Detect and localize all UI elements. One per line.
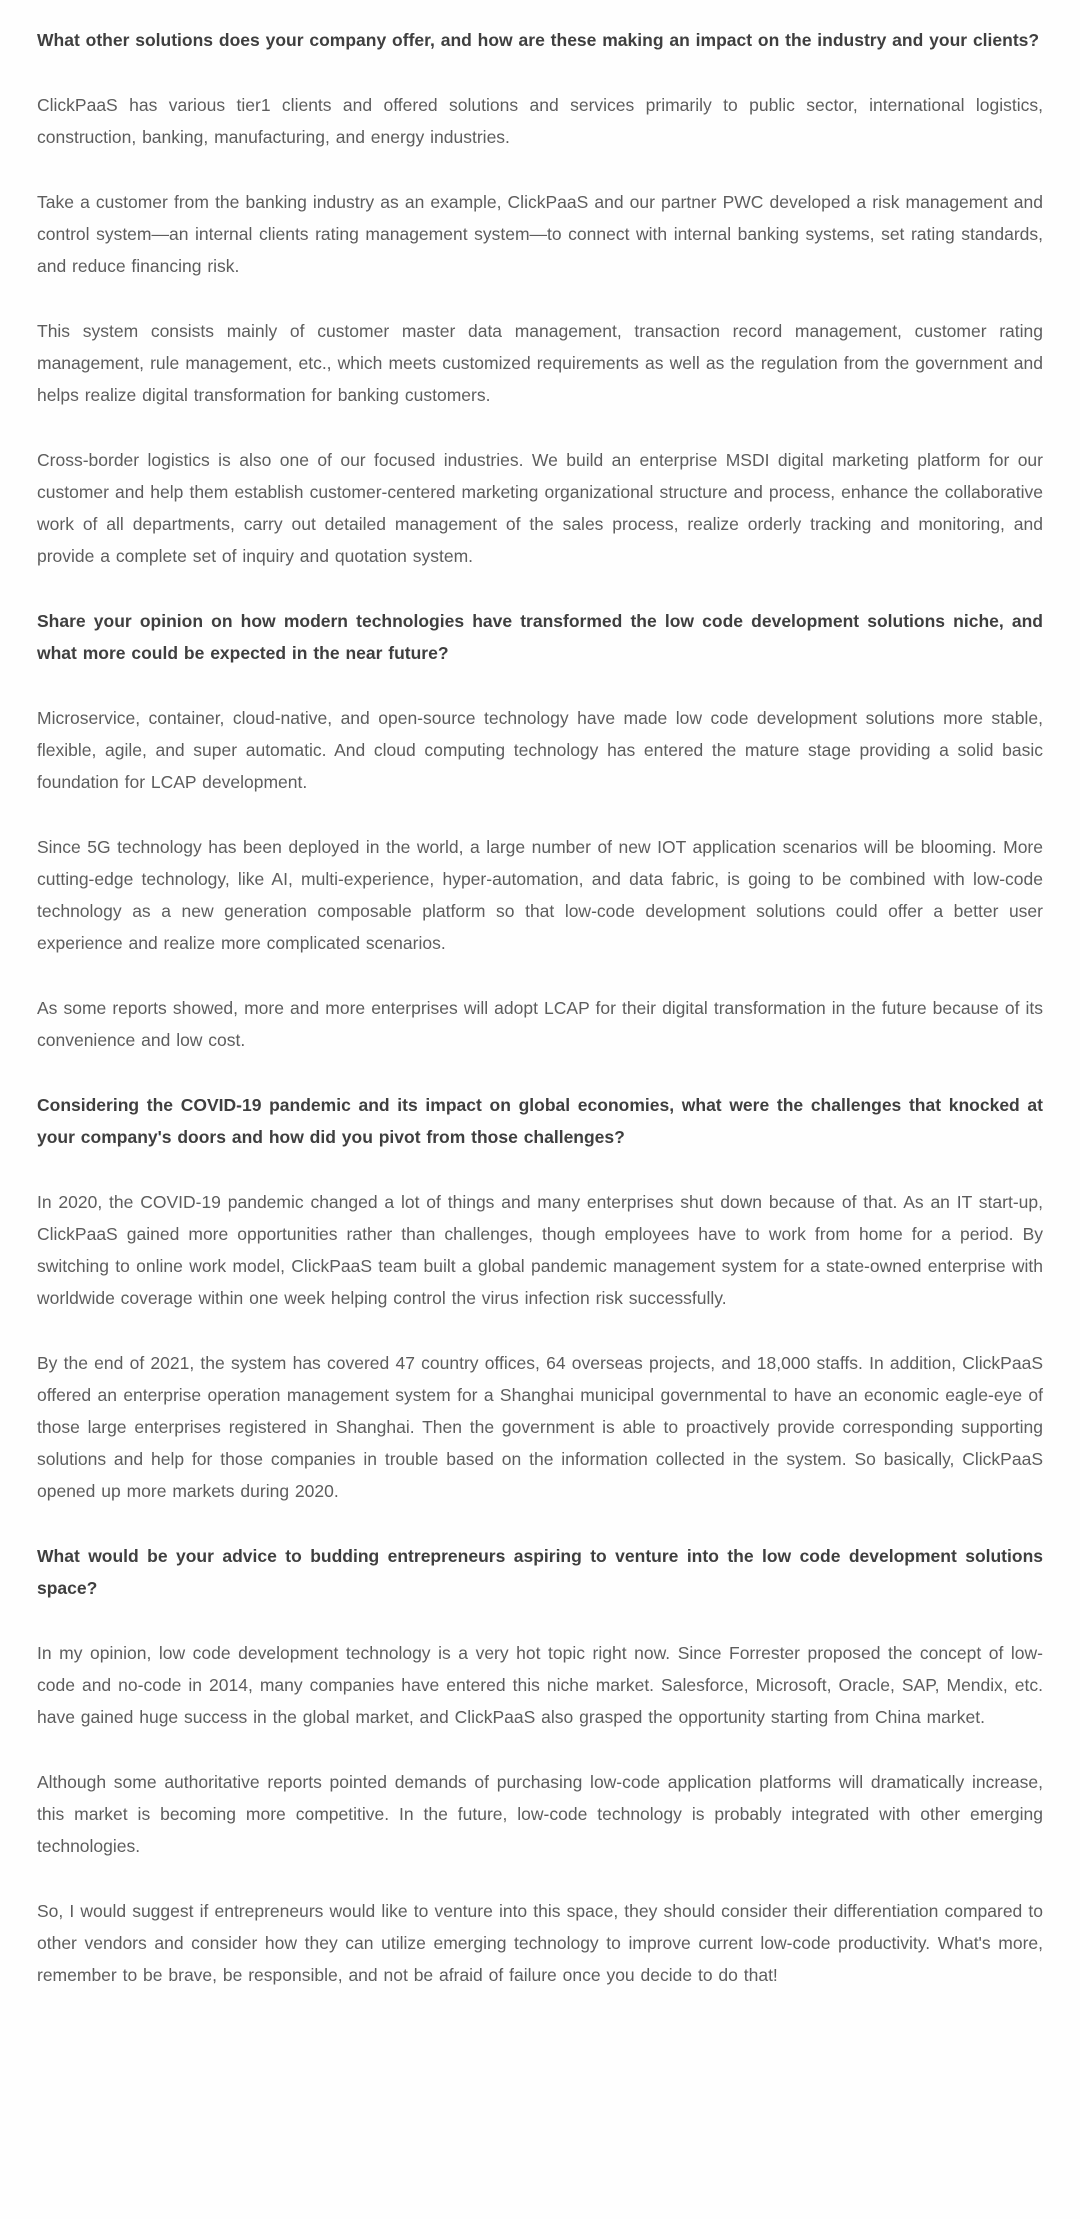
question-heading: What other solutions does your company offer, and how are these making an impact on the industry and your clients? xyxy=(37,30,1040,50)
article-blocks xyxy=(37,24,1043,1991)
body-paragraph: Since 5G technology has been deployed in the world, a large number of new IOT application scenarios will be blooming. More cutting-edge technology, like AI, multi-experience, hyper-automation, and data fabric, is going to be combined with low-code technology as a new generation composable platform so that low-code development solutions could offer a better user experience and realize more complicated scenarios. xyxy=(37,837,1043,953)
body-paragraph: Take a customer from the banking industry as an example, ClickPaaS and our partner PWC developed a risk management and control system—an internal clients rating management system—to connect with internal banking systems, set rating standards, and reduce financing risk. xyxy=(37,192,1043,276)
body-paragraph: This system consists mainly of customer master data management, transaction record management, customer rating management, rule management, etc., which meets customized requirements as well as the regulation from the government and helps realize digital transformation for banking customers. xyxy=(37,321,1043,405)
body-paragraph: As some reports showed, more and more enterprises will adopt LCAP for their digital transformation in the future because of its convenience and low cost. xyxy=(37,998,1043,1050)
body-paragraph: Microservice, container, cloud-native, and open-source technology have made low code development solutions more stable, flexible, agile, and super automatic. And cloud computing technology has entered the mature stage providing a solid basic foundation for LCAP development. xyxy=(37,708,1043,792)
question-heading: Share your opinion on how modern technologies have transformed the low code development solutions niche, and what more could be expected in the near future? xyxy=(37,611,1043,663)
body-paragraph: Although some authoritative reports pointed demands of purchasing low-code application platforms will dramatically increase, this market is becoming more competitive. In the future, low-code technology is probably integrated with other emerging technologies. xyxy=(37,1772,1043,1856)
body-paragraph: ClickPaaS has various tier1 clients and offered solutions and services primarily to public sector, international logistics, construction, banking, manufacturing, and energy industries. xyxy=(37,95,1043,147)
body-paragraph: Cross-border logistics is also one of our focused industries. We build an enterprise MSDI digital marketing platform for our customer and help them establish customer-centered marketing organizational structure and process, enhance the collaborative work of all departments, carry out detailed management of the sales process, realize orderly tracking and monitoring, and provide a complete set of inquiry and quotation system. xyxy=(37,450,1043,566)
body-paragraph: In my opinion, low code development technology is a very hot topic right now. Since Forrester proposed the concept of low-code and no-code in 2014, many companies have entered this niche market. Salesforce, Microsoft, Oracle, SAP, Mendix, etc. have gained huge success in the global market, and ClickPaaS also grasped the opportunity starting from China market. xyxy=(37,1643,1043,1727)
body-paragraph: In 2020, the COVID-19 pandemic changed a lot of things and many enterprises shut down because of that. As an IT start-up, ClickPaaS gained more opportunities rather than challenges, though employees have to work from home for a period. By switching to online work model, ClickPaaS team built a global pandemic management system for a state-owned enterprise with worldwide coverage within one week helping control the virus infection risk successfully. xyxy=(37,1192,1043,1308)
body-paragraph: So, I would suggest if entrepreneurs would like to venture into this space, they should consider their differentiation compared to other vendors and consider how they can utilize emerging technology to improve current low-code productivity. What's more, remember to be brave, be responsible, and not be afraid of failure once you decide to do that! xyxy=(37,1901,1043,1985)
question-heading: What would be your advice to budding entrepreneurs aspiring to venture into the low code development solutions space? xyxy=(37,1546,1043,1598)
question-heading: Considering the COVID-19 pandemic and its impact on global economies, what were the challenges that knocked at your company's doors and how did you pivot from those challenges? xyxy=(37,1095,1043,1147)
body-paragraph: By the end of 2021, the system has covered 47 country offices, 64 overseas projects, and 18,000 staffs. In addition, ClickPaaS offered an enterprise operation management system for a Shanghai municipal governmental to have an economic eagle-eye of those large enterprises registered in Shanghai. Then the government is able to proactively provide corresponding supporting solutions and help for those companies in trouble based on the information collected in the system. So basically, ClickPaaS opened up more markets during 2020. xyxy=(37,1353,1043,1501)
